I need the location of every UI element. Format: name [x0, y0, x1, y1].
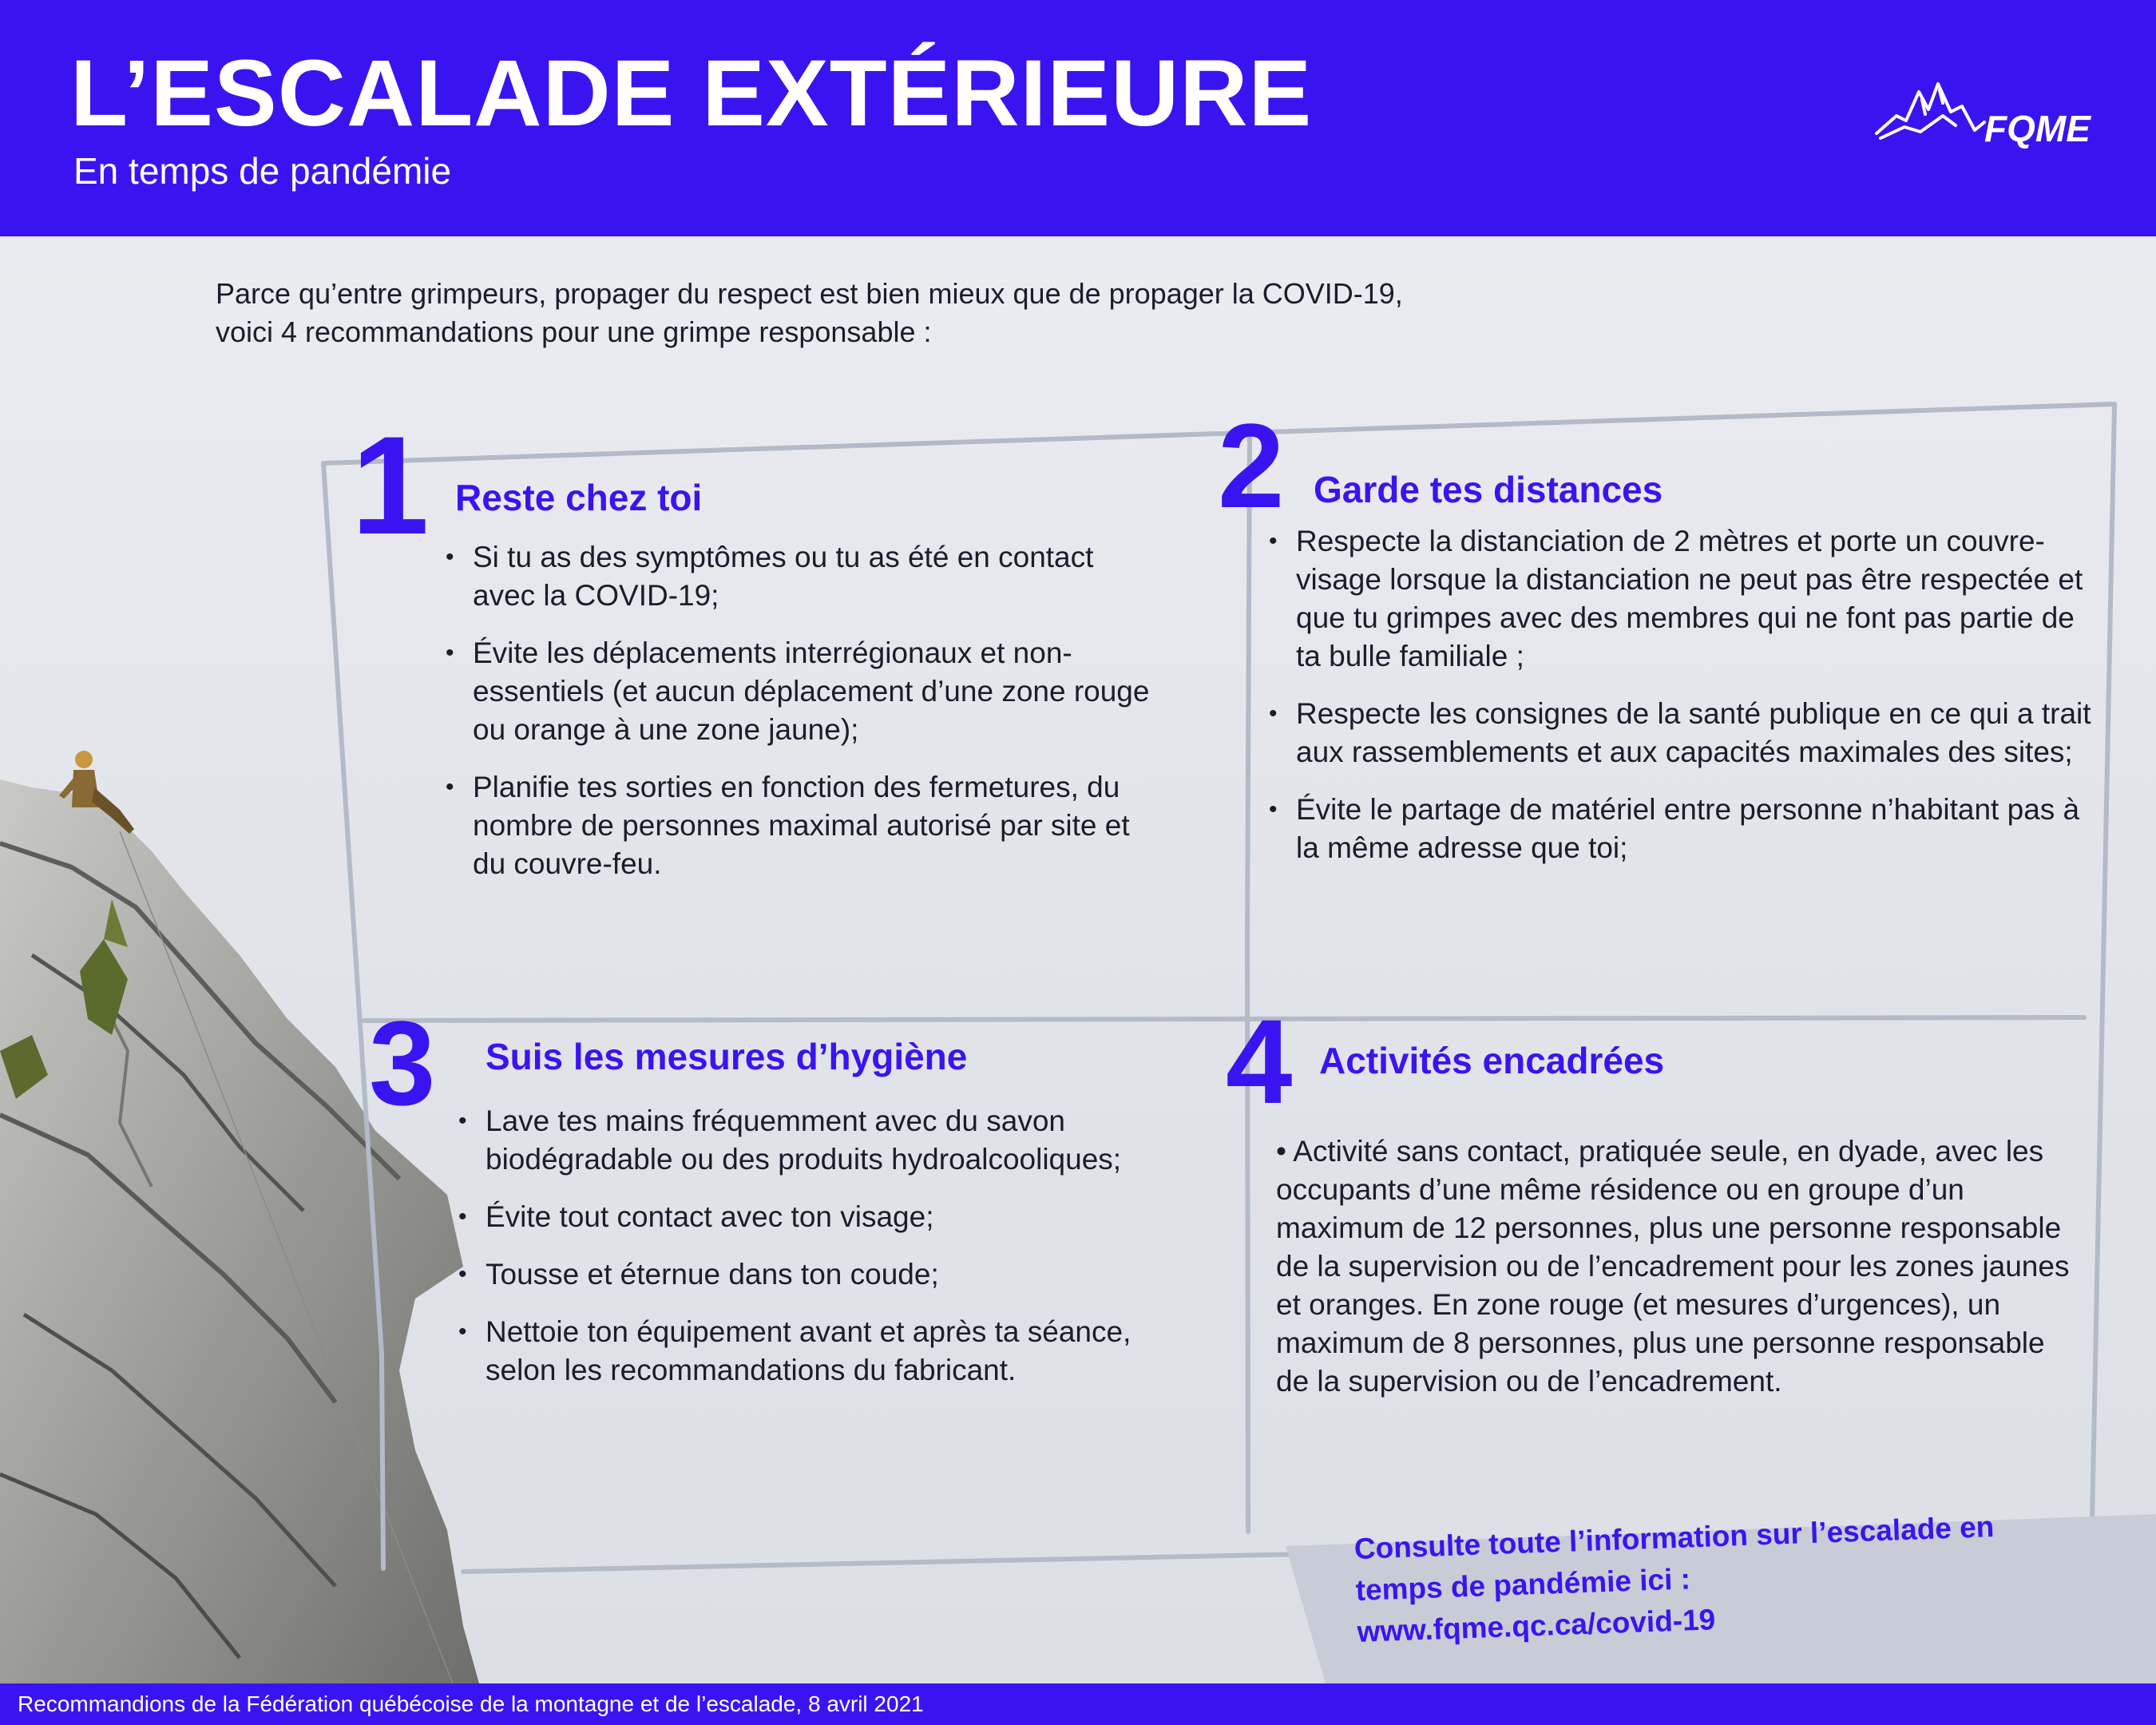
footer-bar — [0, 1683, 2156, 1725]
footer-text: Recommandions de la Fédération québécoise de la montagne et de l’escalade, 8 avril 2021 — [18, 1691, 924, 1716]
list-item: • Planifie tes sorties en fonction des fermetures, du nombre de personnes maximal autorisé par site et du couvre-feu. — [442, 768, 1161, 883]
list-item: • Nettoie ton équipement avant et après ta séance, selon les recommandations du fabricant. — [455, 1313, 1206, 1390]
page-title: L’ESCALADE EXTÉRIEURE — [70, 41, 1313, 146]
logo-text: FQME — [1984, 108, 2091, 149]
intro-line-2: voici 4 recommandations pour une grimpe responsable : — [216, 315, 932, 348]
list-item: • Évite le partage de matériel entre personne n’habitant pas à la même adresse que toi; — [1266, 791, 2096, 867]
list-item: • Lave tes mains fréquemment avec du savon biodégradable ou des produits hydroalcooliques; — [455, 1102, 1206, 1179]
page-subtitle: En temps de pandémie — [73, 150, 452, 192]
info-callout — [1353, 1504, 2060, 1653]
section-grid-frame — [0, 236, 2156, 1683]
section-number-4: 4 — [1226, 994, 1293, 1128]
content-area — [0, 236, 2156, 1683]
list-item: • Respecte les consignes de la santé publique en ce qui a trait aux rassemblements et aux capacités maximales des sites; — [1266, 695, 2096, 771]
section-title-3: Suis les mesures d’hygiène — [485, 1036, 968, 1077]
list-item: • Tousse et éternue dans ton coude; — [455, 1255, 1206, 1294]
section-list-2 — [1266, 522, 2096, 886]
section-title-4: Activités encadrées — [1319, 1040, 1665, 1081]
section-number-1: 1 — [351, 408, 430, 564]
intro-line-1: Parce qu’entre grimpeurs, propager du respect est bien mieux que de propager la COVID-19, — [216, 277, 1403, 310]
list-item: • Évite les déplacements interrégionaux et non-essentiels (et aucun déplacement d’une zone rouge ou orange à une zone jaune); — [442, 634, 1161, 749]
list-item: • Respecte la distanciation de 2 mètres et porte un couvre-visage lorsque la distanciation ne peut pas être respectée et que tu grimpes avec des membres qui ne font pas partie de ta bulle familiale ; — [1266, 522, 2096, 676]
callout-url-link[interactable]: www.fqme.qc.ca/covid-19 — [1356, 1603, 1716, 1648]
section-title-2: Garde tes distances — [1314, 469, 1663, 510]
callout-line-1: Consulte toute l’information sur l’escalade en — [1353, 1510, 1995, 1565]
section-paragraph-4: • Activité sans contact, pratiquée seule, en dyade, avec les occupants d’une même résidence ou en groupe d’un maximum de 12 personnes, plus une personne responsable de la supervision ou de l’encadrement pour les zones jaunes et oranges. En zone rouge (et mesures d’urgences), un maximum de 8 personnes, plus une personne responsable de la supervision ou de l’encadrement. — [1276, 1135, 2070, 1398]
header-banner — [0, 0, 2156, 236]
section-list-3 — [455, 1102, 1206, 1409]
fqme-logo — [1873, 68, 2091, 168]
section-number-2: 2 — [1218, 399, 1285, 533]
callout-line-2: temps de pandémie ici : — [1354, 1562, 1691, 1607]
section-number-3: 3 — [369, 996, 436, 1130]
section-list-1 — [442, 538, 1161, 902]
list-item: • Si tu as des symptômes ou tu as été en contact avec la COVID-19; — [442, 538, 1161, 615]
list-item: • Évite tout contact avec ton visage; — [455, 1198, 1206, 1236]
section-title-1: Reste chez toi — [455, 477, 703, 518]
